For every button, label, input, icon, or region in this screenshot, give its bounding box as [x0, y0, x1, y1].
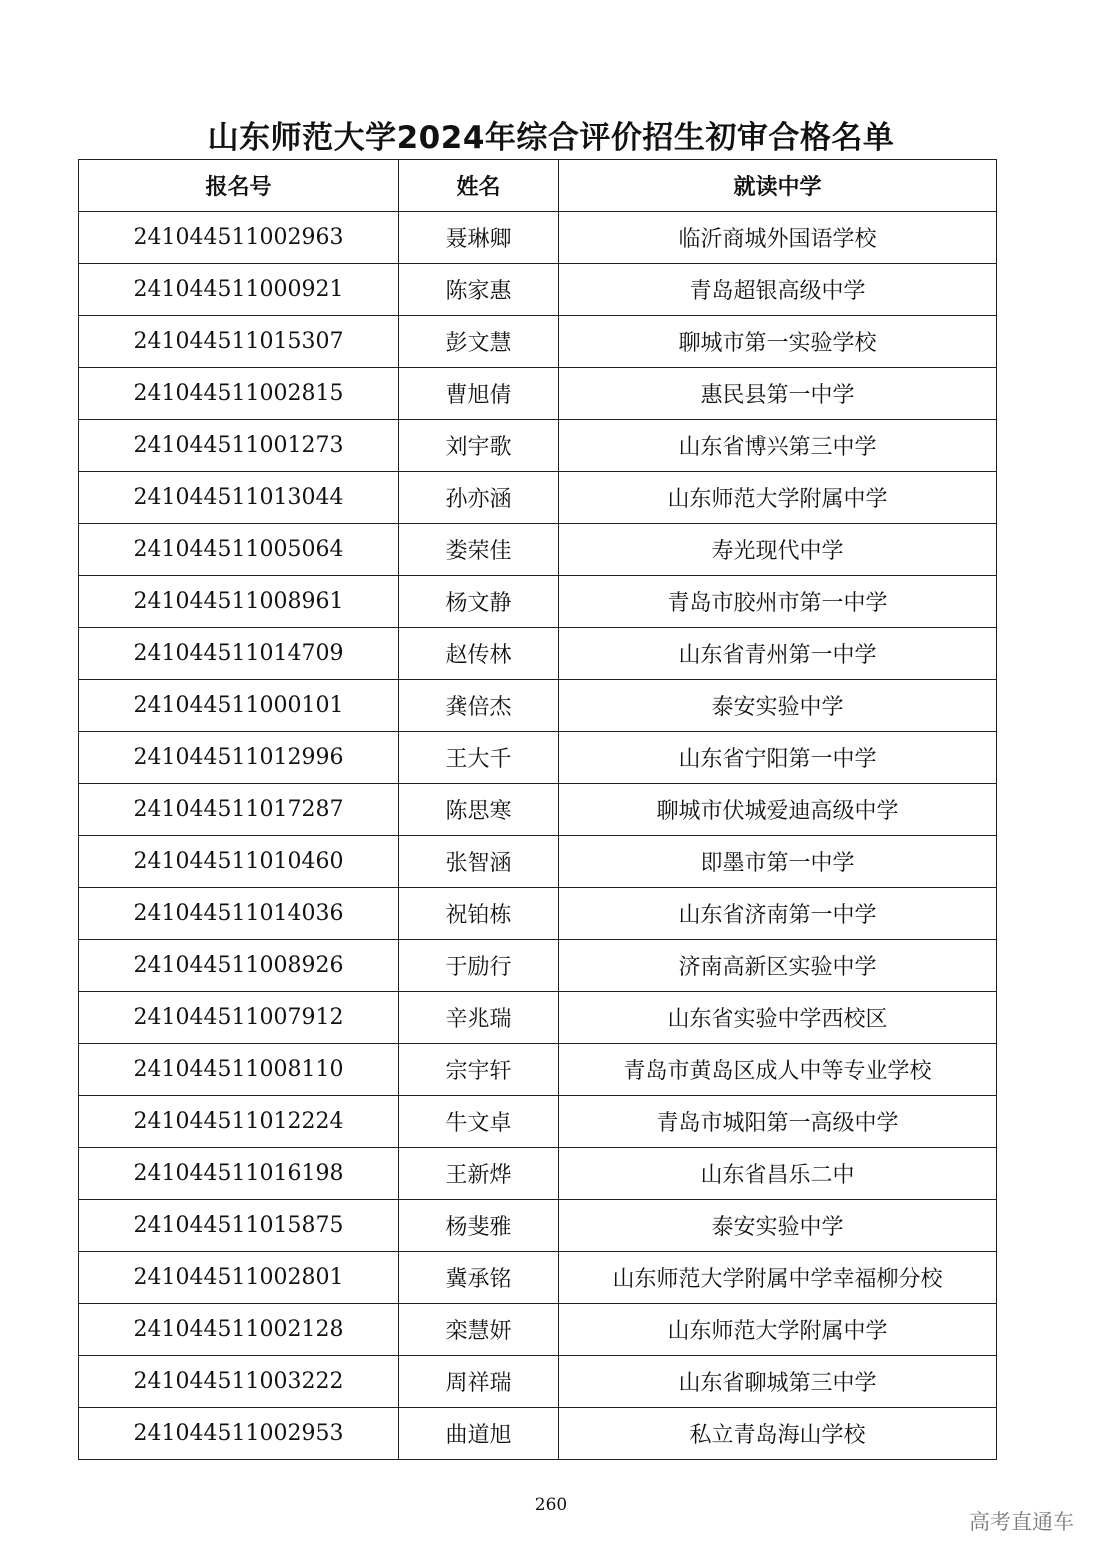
table-row: [79, 576, 997, 628]
cell-name: 祝铂栋: [399, 888, 559, 940]
cell-school: 临沂商城外国语学校: [559, 212, 997, 264]
cell-school: 聊城市伏城爱迪高级中学: [559, 784, 997, 836]
cell-registration-number: 241044511014709: [79, 628, 399, 680]
cell-registration-number: 241044511002963: [79, 212, 399, 264]
cell-registration-number: 241044511002953: [79, 1408, 399, 1460]
cell-registration-number: 241044511014036: [79, 888, 399, 940]
table-row: [79, 368, 997, 420]
cell-school: 聊城市第一实验学校: [559, 316, 997, 368]
table-row: [79, 1096, 997, 1148]
table-row: [79, 628, 997, 680]
table-row: [79, 472, 997, 524]
cell-registration-number: 241044511013044: [79, 472, 399, 524]
cell-registration-number: 241044511015875: [79, 1200, 399, 1252]
cell-registration-number: 241044511015307: [79, 316, 399, 368]
cell-name: 娄荣佳: [399, 524, 559, 576]
cell-school: 私立青岛海山学校: [559, 1408, 997, 1460]
document-title: 山东师范大学2024年综合评价招生初审合格名单: [207, 120, 895, 156]
cell-name: 彭文慧: [399, 316, 559, 368]
page-number: 260: [534, 1495, 568, 1515]
table-row: [79, 212, 997, 264]
cell-registration-number: 241044511002801: [79, 1252, 399, 1304]
cell-name: 孙亦涵: [399, 472, 559, 524]
table-row: [79, 1148, 997, 1200]
cell-school: 山东省宁阳第一中学: [559, 732, 997, 784]
cell-registration-number: 241044511012224: [79, 1096, 399, 1148]
cell-school: 山东省博兴第三中学: [559, 420, 997, 472]
table-row: [79, 1356, 997, 1408]
cell-registration-number: 241044511008110: [79, 1044, 399, 1096]
table-row: [79, 420, 997, 472]
cell-registration-number: 241044511002815: [79, 368, 399, 420]
cell-school: 惠民县第一中学: [559, 368, 997, 420]
cell-registration-number: 241044511005064: [79, 524, 399, 576]
cell-name: 宗宇轩: [399, 1044, 559, 1096]
table-body: [79, 212, 997, 1460]
cell-registration-number: 241044511000921: [79, 264, 399, 316]
cell-registration-number: 241044511008926: [79, 940, 399, 992]
cell-school: 泰安实验中学: [559, 680, 997, 732]
table-row: [79, 784, 997, 836]
cell-name: 王新烨: [399, 1148, 559, 1200]
cell-name: 张智涵: [399, 836, 559, 888]
cell-school: 山东师范大学附属中学: [559, 472, 997, 524]
cell-school: 山东省济南第一中学: [559, 888, 997, 940]
cell-name: 陈思寒: [399, 784, 559, 836]
cell-school: 山东省实验中学西校区: [559, 992, 997, 1044]
cell-name: 王大千: [399, 732, 559, 784]
cell-school: 青岛市胶州市第一中学: [559, 576, 997, 628]
cell-registration-number: 241044511000101: [79, 680, 399, 732]
cell-registration-number: 241044511008961: [79, 576, 399, 628]
cell-school: 山东师范大学附属中学幸福柳分校: [559, 1252, 997, 1304]
header-name: 姓名: [399, 160, 559, 212]
cell-school: 山东师范大学附属中学: [559, 1304, 997, 1356]
cell-name: 冀承铭: [399, 1252, 559, 1304]
cell-school: 山东省昌乐二中: [559, 1148, 997, 1200]
cell-name: 曲道旭: [399, 1408, 559, 1460]
cell-registration-number: 241044511003222: [79, 1356, 399, 1408]
cell-school: 山东省聊城第三中学: [559, 1356, 997, 1408]
cell-name: 刘宇歌: [399, 420, 559, 472]
table-row: [79, 1408, 997, 1460]
cell-name: 龚倍杰: [399, 680, 559, 732]
cell-registration-number: 241044511016198: [79, 1148, 399, 1200]
cell-registration-number: 241044511010460: [79, 836, 399, 888]
cell-school: 青岛市黄岛区成人中等专业学校: [559, 1044, 997, 1096]
table-row: [79, 316, 997, 368]
table-row: [79, 940, 997, 992]
cell-school: 青岛超银高级中学: [559, 264, 997, 316]
applicant-table: [78, 159, 997, 1460]
table-row: [79, 680, 997, 732]
cell-registration-number: 241044511007912: [79, 992, 399, 1044]
cell-name: 杨斐雅: [399, 1200, 559, 1252]
cell-name: 牛文卓: [399, 1096, 559, 1148]
table-row: [79, 888, 997, 940]
cell-name: 聂琳卿: [399, 212, 559, 264]
cell-school: 寿光现代中学: [559, 524, 997, 576]
cell-name: 于励行: [399, 940, 559, 992]
cell-school: 即墨市第一中学: [559, 836, 997, 888]
cell-name: 陈家惠: [399, 264, 559, 316]
table-row: [79, 1252, 997, 1304]
table-header-row: [79, 160, 997, 212]
cell-registration-number: 241044511012996: [79, 732, 399, 784]
table-row: [79, 836, 997, 888]
header-registration-number: 报名号: [79, 160, 399, 212]
cell-name: 赵传林: [399, 628, 559, 680]
table-row: [79, 264, 997, 316]
cell-name: 周祥瑞: [399, 1356, 559, 1408]
cell-registration-number: 241044511001273: [79, 420, 399, 472]
table-row: [79, 732, 997, 784]
table-row: [79, 1304, 997, 1356]
cell-name: 辛兆瑞: [399, 992, 559, 1044]
header-school: 就读中学: [559, 160, 997, 212]
cell-school: 青岛市城阳第一高级中学: [559, 1096, 997, 1148]
cell-registration-number: 241044511002128: [79, 1304, 399, 1356]
cell-name: 栾慧妍: [399, 1304, 559, 1356]
table-row: [79, 992, 997, 1044]
cell-registration-number: 241044511017287: [79, 784, 399, 836]
cell-school: 济南高新区实验中学: [559, 940, 997, 992]
cell-name: 杨文静: [399, 576, 559, 628]
watermark: 高考直通车: [969, 1510, 1074, 1534]
table-row: [79, 1044, 997, 1096]
cell-school: 泰安实验中学: [559, 1200, 997, 1252]
cell-school: 山东省青州第一中学: [559, 628, 997, 680]
table-row: [79, 524, 997, 576]
table-row: [79, 1200, 997, 1252]
cell-name: 曹旭倩: [399, 368, 559, 420]
